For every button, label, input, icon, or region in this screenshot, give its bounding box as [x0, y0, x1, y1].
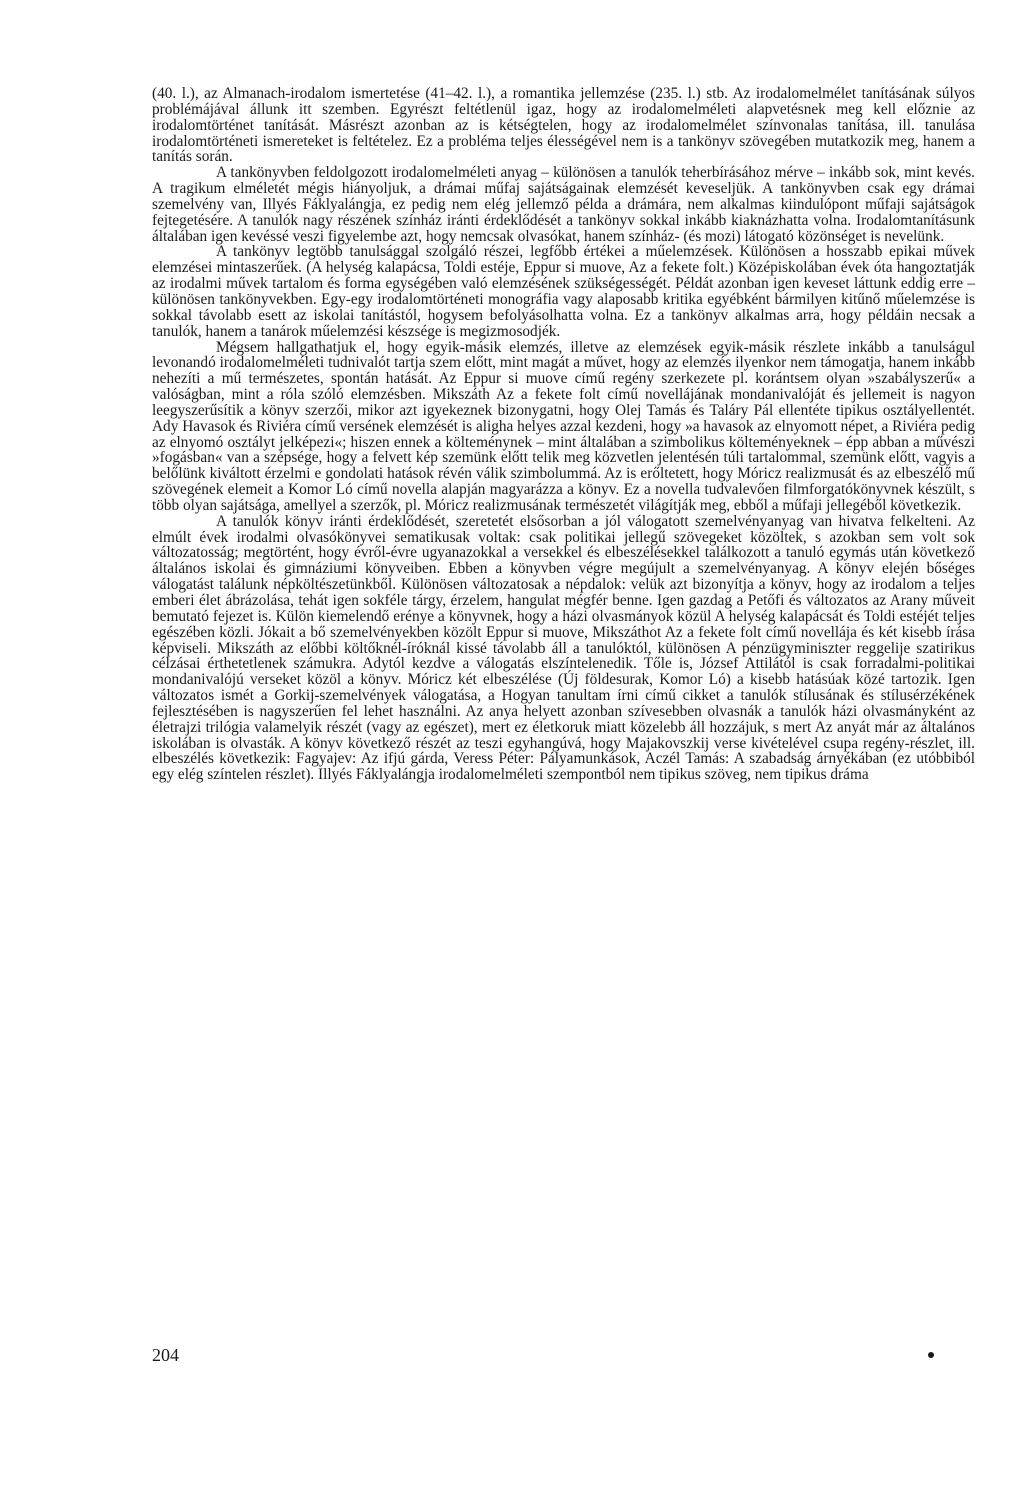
body-text [152, 86, 975, 783]
print-dot-mark [928, 1352, 934, 1358]
paragraph-1: (40. l.), az Almanach-irodalom ismertetése (41–42. l.), a romantika jellemzése (235. l.) stb. Az irodalomelmélet tanításának súlyos problémájával állunk itt szemben. Egyrészt feltétlenül igaz, hogy az irodalomelméleti alapvetésnek meg kell előznie az irodalomtörténet tanítását. Másrészt azonban az is kétségtelen, hogy az irodalomelmélet színvonalas tanítása, ill. tanulása irodalomtörténeti ismereteket is feltételez. Ez a probléma teljes élességével nem is a tankönyv szövegében mutatkozik meg, hanem a tanítás során. [152, 85, 975, 166]
page-number: 204 [152, 1345, 179, 1365]
paragraph-3: A tankönyv legtöbb tanulsággal szolgáló részei, legfőbb értékei a műelemzések. Különösen a hosszabb epikai művek elemzései mintaszerűek. (A helység kalapácsa, Toldi estéje, Eppur si muove, Az a fekete folt.) Középiskolában évek óta hangoztatják az irodalmi művek tartalom és forma egységében való elemzésének szükségességét. Példát azonban igen keveset láttunk eddig erre – különösen tankönyvekben. Egy-egy irodalomtörténeti monográfia vagy alaposabb kritika egyébként bármilyen kitűnő műelemzése is sokkal távolabb esett az iskolai tanítástól, hogysem befolyásolhatta volna. Ez a tankönyv alkalmas arra, hogy példáin necsak a tanulók, hanem a tanárok műelemzési készsége is megizmosodjék. [152, 243, 975, 340]
paragraph-2: A tankönyvben feldolgozott irodalomelméleti anyag – különösen a tanulók teherbírásához mérve – inkább sok, mint kevés. A tragikum elméletét mégis hiányoljuk, a drámai műfaj sajátságainak elemzését keveseljük. A tankönyvben csak egy drámai szemelvény van, Illyés Fáklyalángja, ez pedig nem elég jellemző példa a drámára, nem alkalmas kiindulópont műfaji sajátságok fejtegetésére. A tanulók nagy részének színház iránti érdeklődését a tankönyv sokkal inkább kiaknázhatta volna. Irodalomtanításunk általában igen kevéssé veszi figyelembe azt, hogy nemcsak olvasókat, hanem színház- (és mozi) látogató közönséget is nevelünk. [152, 164, 975, 245]
paragraph-5: A tanulók könyv iránti érdeklődését, szeretetét elsősorban a jól válogatott szemelvényanyag van hivatva felkelteni. Az elmúlt évek irodalmi olvasókönyvei sematikusak voltak: csak politikai jellegű szövegeket közöltek, s azokban sem volt sok változatosság; megtörtént, hogy évről-évre ugyanazokkal a versekkel és elbeszélésekkel találkozott a tanuló egymás után következő általános iskolai és gimnáziumi könyveiben. Ebben a könyvben végre megújult a szemelvényanyag. A könyv elején bőséges válogatást találunk népköltészetünkből. Különösen változatosak a népdalok: velük azt bizonyítja a könyv, hogy az irodalom a teljes emberi élet ábrázolása, tehát igen sokféle tárgy, érzelem, hangulat mégfér benne. Igen gazdag a Petőfi és változatos az Arany műveit bemutató fejezet is. Külön kiemelendő erénye a könyvnek, hogy a házi olvasmányok közül A helység kalapácsát és Toldi estéjét teljes egészében közli. Jókait a bő szemelvényekben közölt Eppur si muove, Mikszáthot Az a fekete folt című novellája és két kisebb írása képviseli. Mikszáth az előbbi költőknél-íróknál kissé távolabb áll a tanulóktól, különösen A pénzügyminiszter reggelije szatirikus célzásai érthetetlenek számukra. Adytól kezdve a válogatás elszíntelenedik. Tőle is, József Attilától is csak forradalmi-politikai mondanivalójú verseket közöl a könyv. Móricz két elbeszélése (Új földesurak, Komor Ló) a kisebb hatásúak közé tartozik. Igen változatos ismét a Gorkij-szemelvények válogatása, a Hogyan tanultam írni című cikket a tanulók stílusának és stílusérzékének fejlesztésében is nagyszerűen fel lehet használni. Az anya helyett azonban szívesebben olvasnák a tanulók házi olvasmányként az életrajzi trilógia valamelyik részét (vagy az egészet), mert ez életkoruk miatt közelebb áll hozzájuk, s mert Az anyát már az általános iskolában is olvasták. A könyv következő részét az teszi egyhangúvá, hogy Majakovszkij verse kivételével csupa regény-részlet, ill. elbeszélés következik: Fagyajev: Az ifjú gárda, Veress Péter: Pályamunkások, Aczél Tamás: A szabadság árnyékában (ez utóbbiból egy elég színtelen részlet). Illyés Fáklyalángja irodalomelméleti szempontból nem tipikus szöveg, nem tipikus dráma [152, 512, 975, 784]
paragraph-4: Mégsem hallgathatjuk el, hogy egyik-másik elemzés, illetve az elemzések egyik-másik részlete inkább a tanulságul levonandó irodalomelméleti tudnivalót tartja szem előtt, mint magát a művet, hogy az elemzés ilyenkor nem támogatja, hanem inkább nehezíti a mű természetes, spontán hatását. Az Eppur si muove című regény szerkezete pl. korántsem olyan »szabályszerű« a valóságban, mint a róla szóló elemzésben. Mikszáth Az a fekete folt című novellájának mondanivalóját és jellemeit is nagyon leegyszerűsítik a könyv szerzői, mikor azt igyekeznek bizonygatni, hogy Olej Tamás és Taláry Pál ellentéte tipikus osztályellentét. Ady Havasok és Riviéra című versének elemzését is aligha helyes azzal kezdeni, hogy »a havasok az elnyomott népet, a Riviéra pedig az elnyomó osztályt jelképezi«; hiszen ennek a költeménynek – mint általában a szimbolikus költeményeknek – épp abban a művészi »fogásban« van a szépsége, hogy a felvett kép szemünk előtt telik meg közvetlen jelentésén túli tartalommal, szemünk előtt, vagyis a belőlünk kiváltott érzelmi e gondolati hatások révén válik szimbolummá. Az is erőltetett, hogy Móricz realizmusát és az elbeszélő mű szövegének elemeit a Komor Ló című novella alapján magyarázza a könyv. Ez a novella tudvalevően filmforgatókönyvnek készült, s több olyan sajátsága, amellyel a szerzők, pl. Móricz realizmusának természetét világítják meg, ebből a műfaji jellegéből következik. [152, 338, 975, 514]
